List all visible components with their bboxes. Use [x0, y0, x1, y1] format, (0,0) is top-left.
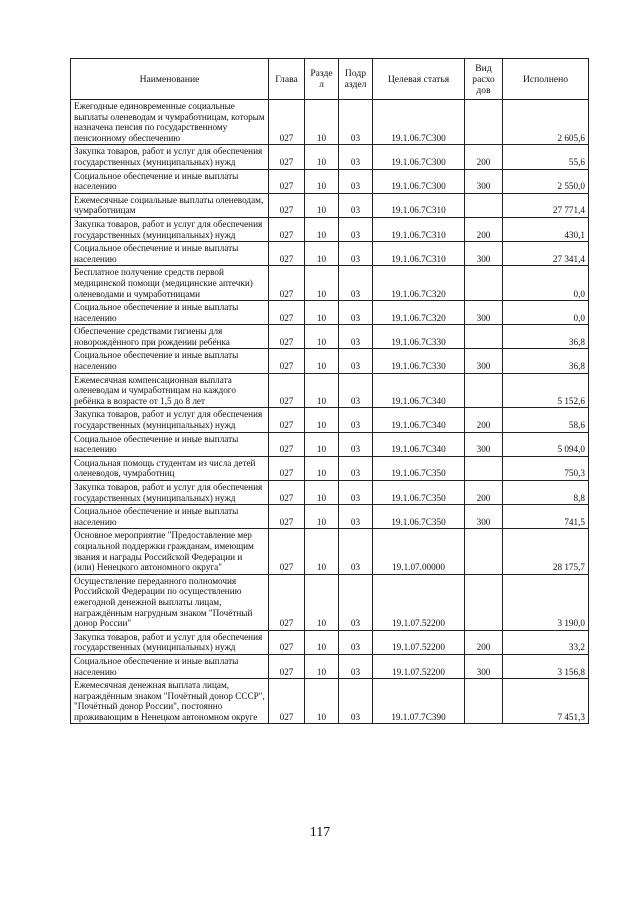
- table-row: [71, 242, 589, 266]
- table-row: [71, 373, 589, 408]
- row-expense-type: 300: [465, 505, 503, 529]
- row-podrazdel: 03: [339, 679, 373, 724]
- row-podrazdel: 03: [339, 373, 373, 408]
- row-expense-type: [465, 679, 503, 724]
- row-podrazdel: 03: [339, 349, 373, 373]
- row-razdel: 10: [305, 266, 339, 301]
- row-glava: 027: [269, 266, 305, 301]
- row-glava: 027: [269, 217, 305, 241]
- table-row: [71, 266, 589, 301]
- row-razdel: 10: [305, 505, 339, 529]
- row-amount: 27 341,4: [503, 242, 589, 266]
- row-amount: 27 771,4: [503, 193, 589, 217]
- row-amount: 741,5: [503, 505, 589, 529]
- row-amount: 2 550,0: [503, 169, 589, 193]
- row-glava: 027: [269, 481, 305, 505]
- row-name: Ежегодные единовременные социальные выплаты оленеводам и чумработницам, которым назначена пенсия по государственному пенсионному обеспечению: [71, 100, 269, 145]
- row-expense-type: [465, 456, 503, 480]
- table-row: [71, 679, 589, 724]
- row-amount: 36,8: [503, 349, 589, 373]
- table-row: [71, 100, 589, 145]
- row-glava: 027: [269, 505, 305, 529]
- table-row: [71, 193, 589, 217]
- table-row: [71, 145, 589, 169]
- row-name: Закупка товаров, работ и услуг для обеспечения государственных (муниципальных) нужд: [71, 145, 269, 169]
- row-expense-type: 300: [465, 349, 503, 373]
- row-razdel: 10: [305, 301, 339, 325]
- row-glava: 027: [269, 145, 305, 169]
- row-glava: 027: [269, 193, 305, 217]
- row-target-article: 19.1.06.7С300: [373, 145, 465, 169]
- row-razdel: 10: [305, 325, 339, 349]
- table-row: [71, 349, 589, 373]
- row-name: Социальное обеспечение и иные выплаты населению: [71, 169, 269, 193]
- row-target-article: 19.1.06.7С300: [373, 100, 465, 145]
- row-glava: 027: [269, 325, 305, 349]
- table-row: [71, 481, 589, 505]
- row-podrazdel: 03: [339, 301, 373, 325]
- row-razdel: 10: [305, 679, 339, 724]
- row-expense-type: 200: [465, 630, 503, 654]
- row-podrazdel: 03: [339, 169, 373, 193]
- row-expense-type: [465, 193, 503, 217]
- table-row: [71, 529, 589, 574]
- row-target-article: 19.1.07.52200: [373, 654, 465, 678]
- row-podrazdel: 03: [339, 481, 373, 505]
- row-glava: 027: [269, 574, 305, 630]
- table-row: [71, 301, 589, 325]
- header-podrazdel: Подр аздел: [339, 59, 373, 100]
- row-podrazdel: 03: [339, 654, 373, 678]
- row-name: Социальное обеспечение и иные выплаты населению: [71, 432, 269, 456]
- row-razdel: 10: [305, 169, 339, 193]
- row-amount: 28 175,7: [503, 529, 589, 574]
- row-expense-type: [465, 266, 503, 301]
- row-podrazdel: 03: [339, 432, 373, 456]
- header-glava: Глава: [269, 59, 305, 100]
- row-target-article: 19.1.06.7С300: [373, 169, 465, 193]
- row-glava: 027: [269, 432, 305, 456]
- row-name: Социальное обеспечение и иные выплаты населению: [71, 505, 269, 529]
- row-amount: 3 156,8: [503, 654, 589, 678]
- row-razdel: 10: [305, 373, 339, 408]
- row-expense-type: 300: [465, 432, 503, 456]
- row-razdel: 10: [305, 529, 339, 574]
- row-glava: 027: [269, 408, 305, 432]
- row-name: Социальное обеспечение и иные выплаты населению: [71, 242, 269, 266]
- row-name: Закупка товаров, работ и услуг для обеспечения государственных (муниципальных) нужд: [71, 630, 269, 654]
- row-target-article: 19.1.06.7С320: [373, 301, 465, 325]
- row-podrazdel: 03: [339, 630, 373, 654]
- table-row: [71, 574, 589, 630]
- row-amount: 5 094,0: [503, 432, 589, 456]
- row-name: Социальное обеспечение и иные выплаты населению: [71, 349, 269, 373]
- row-expense-type: 200: [465, 481, 503, 505]
- row-glava: 027: [269, 242, 305, 266]
- row-target-article: 19.1.07.52200: [373, 630, 465, 654]
- row-target-article: 19.1.06.7С330: [373, 349, 465, 373]
- row-name: Осуществление переданного полномочия Российской Федерации по осуществлению ежегодной денежной выплаты лицам, награждённым нагрудным знаком "Почётный донор России": [71, 574, 269, 630]
- row-razdel: 10: [305, 100, 339, 145]
- row-expense-type: [465, 325, 503, 349]
- row-name: Основное мероприятие "Предоставление мер социальной поддержки гражданам, имеющим звания и награды Российской Федерации и (или) Ненецкого автономного округа": [71, 529, 269, 574]
- row-amount: 0,0: [503, 266, 589, 301]
- row-podrazdel: 03: [339, 505, 373, 529]
- table-row: [71, 456, 589, 480]
- table-row: [71, 408, 589, 432]
- row-razdel: 10: [305, 630, 339, 654]
- row-podrazdel: 03: [339, 100, 373, 145]
- table-row: [71, 630, 589, 654]
- row-podrazdel: 03: [339, 193, 373, 217]
- row-razdel: 10: [305, 349, 339, 373]
- row-target-article: 19.1.06.7С330: [373, 325, 465, 349]
- row-podrazdel: 03: [339, 574, 373, 630]
- table-row: [71, 217, 589, 241]
- row-target-article: 19.1.06.7С310: [373, 217, 465, 241]
- row-amount: 7 451,3: [503, 679, 589, 724]
- row-razdel: 10: [305, 408, 339, 432]
- row-podrazdel: 03: [339, 408, 373, 432]
- row-target-article: 19.1.06.7С340: [373, 432, 465, 456]
- row-name: Ежемесячная денежная выплата лицам, награждённым знаком "Почётный донор СССР", "Почётный донор России", постоянно проживающим в Ненецком автономном округе: [71, 679, 269, 724]
- row-podrazdel: 03: [339, 242, 373, 266]
- row-razdel: 10: [305, 481, 339, 505]
- header-executed: Исполнено: [503, 59, 589, 100]
- row-amount: 5 152,6: [503, 373, 589, 408]
- row-amount: 750,3: [503, 456, 589, 480]
- row-target-article: 19.1.06.7С310: [373, 193, 465, 217]
- row-name: Закупка товаров, работ и услуг для обеспечения государственных (муниципальных) нужд: [71, 408, 269, 432]
- row-target-article: 19.1.07.52200: [373, 574, 465, 630]
- header-name: Наименование: [71, 59, 269, 100]
- row-target-article: 19.1.07.7С390: [373, 679, 465, 724]
- row-razdel: 10: [305, 242, 339, 266]
- row-podrazdel: 03: [339, 217, 373, 241]
- row-podrazdel: 03: [339, 266, 373, 301]
- row-glava: 027: [269, 169, 305, 193]
- row-name: Социальное обеспечение и иные выплаты населению: [71, 301, 269, 325]
- row-expense-type: 200: [465, 217, 503, 241]
- row-amount: 430,1: [503, 217, 589, 241]
- table-row: [71, 325, 589, 349]
- row-name: Ежемесячные социальные выплаты оленеводам, чумработницам: [71, 193, 269, 217]
- row-razdel: 10: [305, 574, 339, 630]
- row-podrazdel: 03: [339, 145, 373, 169]
- row-razdel: 10: [305, 654, 339, 678]
- row-podrazdel: 03: [339, 456, 373, 480]
- row-glava: 027: [269, 630, 305, 654]
- row-amount: 0,0: [503, 301, 589, 325]
- row-name: Обеспечение средствами гигиены для новорождённого при рождении ребёнка: [71, 325, 269, 349]
- table-row: [71, 169, 589, 193]
- row-razdel: 10: [305, 432, 339, 456]
- header-target-article: Целевая статья: [373, 59, 465, 100]
- row-glava: 027: [269, 301, 305, 325]
- row-razdel: 10: [305, 145, 339, 169]
- row-name: Социальная помощь студентам из числа детей оленеводов, чумработниц: [71, 456, 269, 480]
- row-name: Социальное обеспечение и иные выплаты населению: [71, 654, 269, 678]
- row-podrazdel: 03: [339, 325, 373, 349]
- row-expense-type: [465, 529, 503, 574]
- row-expense-type: 300: [465, 301, 503, 325]
- row-target-article: 19.1.06.7С350: [373, 481, 465, 505]
- row-expense-type: 300: [465, 654, 503, 678]
- row-expense-type: [465, 373, 503, 408]
- row-expense-type: 300: [465, 242, 503, 266]
- table-row: [71, 654, 589, 678]
- row-glava: 027: [269, 529, 305, 574]
- row-expense-type: 200: [465, 408, 503, 432]
- header-expense-type: Вид расхо дов: [465, 59, 503, 100]
- row-glava: 027: [269, 679, 305, 724]
- row-name: Закупка товаров, работ и услуг для обеспечения государственных (муниципальных) нужд: [71, 217, 269, 241]
- row-amount: 58,6: [503, 408, 589, 432]
- row-expense-type: [465, 100, 503, 145]
- row-name: Закупка товаров, работ и услуг для обеспечения государственных (муниципальных) нужд: [71, 481, 269, 505]
- page-number: 117: [309, 825, 331, 840]
- budget-table: [70, 58, 589, 724]
- row-name: Бесплатное получение средств первой медицинской помощи (медицинские аптечки) оленеводами и чумработницами: [71, 266, 269, 301]
- row-amount: 8,8: [503, 481, 589, 505]
- row-glava: 027: [269, 349, 305, 373]
- header-razdel: Разде л: [305, 59, 339, 100]
- row-target-article: 19.1.06.7С320: [373, 266, 465, 301]
- row-amount: 3 190,0: [503, 574, 589, 630]
- row-glava: 027: [269, 373, 305, 408]
- row-target-article: 19.1.06.7С350: [373, 456, 465, 480]
- row-amount: 55,6: [503, 145, 589, 169]
- row-razdel: 10: [305, 456, 339, 480]
- row-expense-type: [465, 574, 503, 630]
- row-target-article: 19.1.06.7С340: [373, 373, 465, 408]
- row-amount: 36,8: [503, 325, 589, 349]
- table-header-row: [71, 59, 589, 100]
- row-target-article: 19.1.06.7С340: [373, 408, 465, 432]
- row-target-article: 19.1.07.00000: [373, 529, 465, 574]
- row-razdel: 10: [305, 193, 339, 217]
- row-target-article: 19.1.06.7С350: [373, 505, 465, 529]
- table-row: [71, 432, 589, 456]
- row-glava: 027: [269, 100, 305, 145]
- row-amount: 2 605,6: [503, 100, 589, 145]
- row-glava: 027: [269, 456, 305, 480]
- row-glava: 027: [269, 654, 305, 678]
- row-amount: 33,2: [503, 630, 589, 654]
- row-expense-type: 200: [465, 145, 503, 169]
- row-expense-type: 300: [465, 169, 503, 193]
- row-podrazdel: 03: [339, 529, 373, 574]
- row-razdel: 10: [305, 217, 339, 241]
- table-row: [71, 505, 589, 529]
- table-body: [71, 100, 589, 724]
- row-name: Ежемесячная компенсационная выплата оленеводам и чумработницам на каждого ребёнка в возрасте от 1,5 до 8 лет: [71, 373, 269, 408]
- row-target-article: 19.1.06.7С310: [373, 242, 465, 266]
